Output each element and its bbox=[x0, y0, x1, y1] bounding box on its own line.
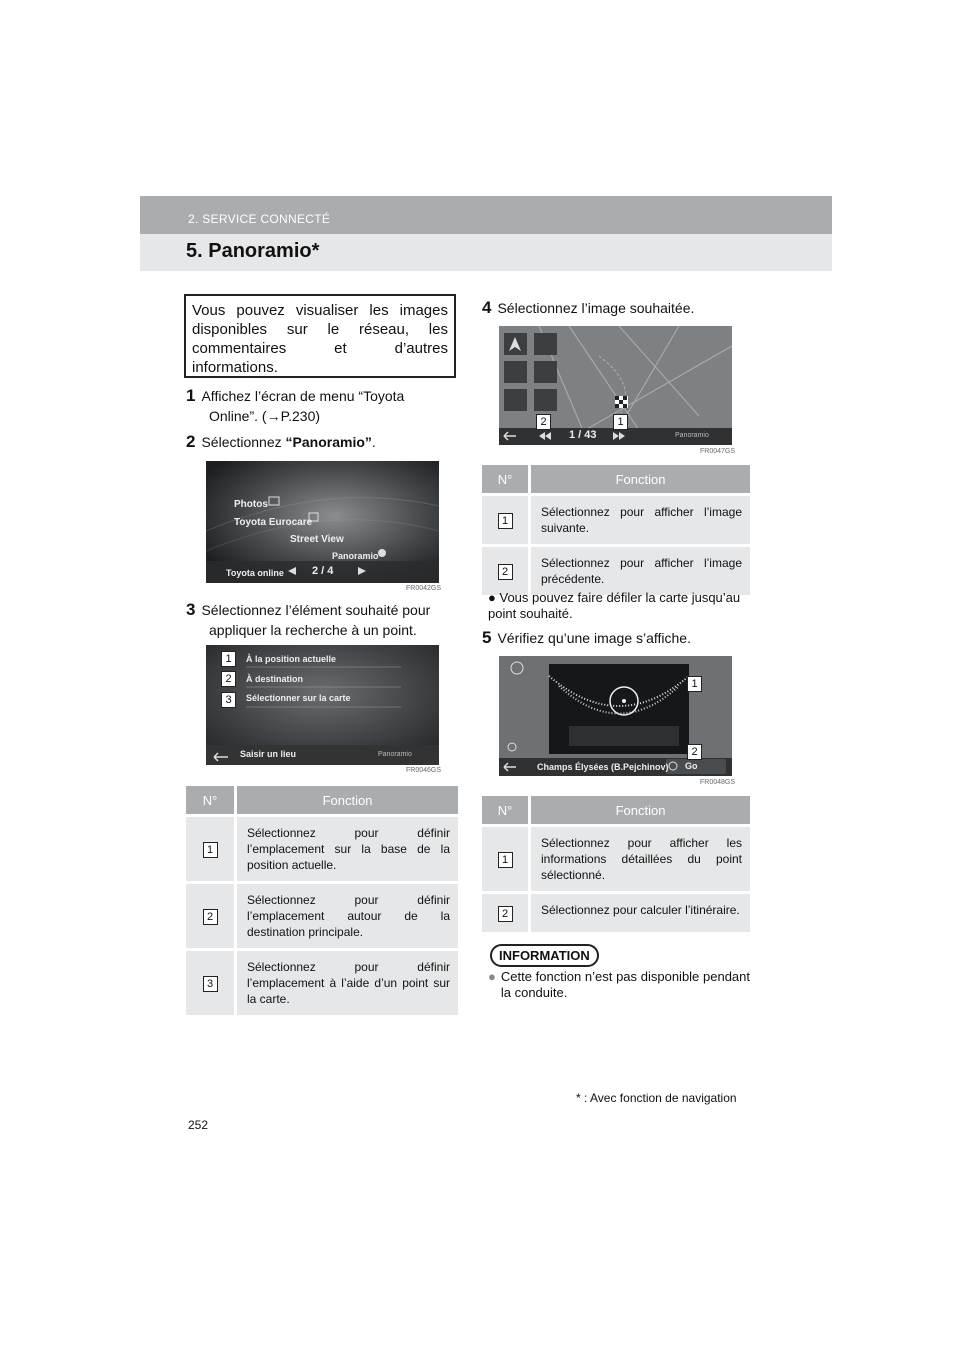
callout-2: 2 bbox=[536, 414, 551, 430]
step-4 bbox=[482, 298, 752, 318]
section-label: 2. SERVICE CONNECTÉ bbox=[188, 212, 331, 226]
row-text: Sélectionnez pour définir l’emplacement autour de la destination principale. bbox=[236, 883, 459, 950]
step-number: 4 bbox=[482, 298, 492, 317]
photo-screenshot bbox=[499, 656, 732, 776]
menu-footer-title: Toyota online bbox=[226, 568, 284, 578]
step-number: 1 bbox=[186, 386, 196, 405]
table-header-function: Fonction bbox=[236, 786, 459, 816]
row-text: Sélectionnez pour définir l’emplacement sur la base de la position actuelle. bbox=[236, 816, 459, 883]
row-number: 3 bbox=[203, 976, 218, 992]
menu-screenshot bbox=[206, 461, 439, 583]
step-text: Online”. (→P.230) bbox=[209, 408, 321, 424]
function-table-3 bbox=[482, 796, 750, 932]
photo-caption: Champs Élysées (B.Pejchinov) bbox=[537, 762, 669, 772]
row-number: 1 bbox=[498, 513, 513, 529]
table-header-number: N° bbox=[186, 786, 236, 816]
callout-2: 2 bbox=[221, 671, 236, 687]
table-row bbox=[482, 826, 750, 893]
page-number: 252 bbox=[188, 1118, 209, 1132]
map-image-counter: 1 / 43 bbox=[569, 429, 597, 441]
step-text: Affichez l’écran de menu “Toyota bbox=[201, 388, 405, 404]
table-header-number: N° bbox=[482, 465, 530, 495]
intro-box: Vous pouvez visualiser les images disponibles sur le réseau, les commentaires et d’autres informations. bbox=[184, 294, 456, 378]
step-text: Vérifiez qu’une image s’affiche. bbox=[497, 630, 691, 646]
search-option-destination[interactable]: À destination bbox=[246, 674, 304, 684]
table-row bbox=[482, 893, 750, 933]
go-button[interactable]: Go bbox=[685, 761, 698, 771]
menu-item-eurocare[interactable]: Toyota Eurocare bbox=[234, 517, 313, 528]
row-number: 2 bbox=[498, 906, 513, 922]
row-text: Sélectionnez pour afficher les informations détaillées du point sélectionné. bbox=[530, 826, 751, 893]
table-row bbox=[186, 950, 458, 1016]
bullet-icon: ● bbox=[488, 590, 496, 605]
row-text: Sélectionnez pour calculer l’itinéraire. bbox=[530, 893, 751, 933]
callout-1: 1 bbox=[613, 414, 628, 430]
menu-item-photos[interactable]: Photos bbox=[234, 499, 268, 510]
scroll-note-text: Vous pouvez faire défiler la carte jusqu’au point souhaité. bbox=[488, 590, 741, 621]
step-text: Sélectionnez l’image souhaitée. bbox=[497, 300, 695, 316]
figure-code: FR0048GS bbox=[700, 779, 736, 786]
information-bullet bbox=[488, 969, 750, 1001]
step-number: 2 bbox=[186, 432, 196, 451]
table-row bbox=[482, 495, 750, 546]
step-5 bbox=[482, 628, 752, 648]
bullet-icon: ● bbox=[488, 969, 496, 984]
step-1 bbox=[186, 386, 458, 426]
table-header-function: Fonction bbox=[530, 796, 751, 826]
menu-item-street-view[interactable]: Street View bbox=[290, 534, 344, 545]
function-table-1 bbox=[186, 786, 458, 1015]
figure-code: FR0046GS bbox=[406, 767, 442, 774]
table-row bbox=[482, 546, 750, 596]
row-text: Sélectionnez pour définir l’emplacement à l’aide d’un point sur la carte. bbox=[236, 950, 459, 1016]
step-number: 5 bbox=[482, 628, 492, 647]
row-text: Sélectionnez pour afficher l’image précédente. bbox=[530, 546, 751, 596]
function-table-2 bbox=[482, 465, 750, 595]
row-number: 1 bbox=[203, 842, 218, 858]
scroll-note bbox=[488, 590, 752, 622]
figure-code: FR0042GS bbox=[406, 585, 442, 592]
table-header-function: Fonction bbox=[530, 465, 751, 495]
table-header-number: N° bbox=[482, 796, 530, 826]
search-option-select-on-map[interactable]: Sélectionner sur la carte bbox=[246, 693, 351, 703]
search-brand: Panoramio bbox=[378, 751, 412, 758]
callout-1: 1 bbox=[687, 676, 702, 692]
step-text: . bbox=[371, 434, 376, 450]
figure-code: FR0047GS bbox=[700, 448, 736, 455]
step-text: Sélectionnez bbox=[201, 434, 286, 450]
step-number: 3 bbox=[186, 600, 196, 619]
table-row bbox=[186, 883, 458, 950]
search-option-current-position[interactable]: À la position actuelle bbox=[246, 654, 337, 664]
footnote: * : Avec fonction de navigation bbox=[576, 1091, 737, 1105]
row-number: 2 bbox=[203, 909, 218, 925]
table-row bbox=[186, 816, 458, 883]
menu-page-indicator: 2 / 4 bbox=[312, 565, 334, 577]
search-footer-title: Saisir un lieu bbox=[240, 749, 297, 759]
step-text: appliquer la recherche à un point. bbox=[209, 622, 417, 638]
step-text: Sélectionnez l’élément souhaité pour bbox=[201, 602, 431, 618]
map-brand: Panoramio bbox=[675, 432, 709, 439]
search-screenshot bbox=[206, 645, 439, 765]
information-label: INFORMATION bbox=[490, 944, 599, 967]
row-text: Sélectionnez pour afficher l’image suivante. bbox=[530, 495, 751, 546]
row-number: 2 bbox=[498, 564, 513, 580]
step-emphasis: “Panoramio” bbox=[285, 434, 372, 450]
callout-1: 1 bbox=[221, 651, 236, 667]
step-3 bbox=[186, 600, 460, 640]
callout-3: 3 bbox=[221, 692, 236, 708]
menu-item-panoramio[interactable]: Panoramio bbox=[332, 551, 379, 561]
page-title: 5. Panoramio* bbox=[186, 240, 320, 262]
step-2 bbox=[186, 432, 458, 452]
map-screenshot bbox=[499, 326, 732, 445]
row-number: 1 bbox=[498, 852, 513, 868]
callout-2: 2 bbox=[687, 744, 702, 760]
information-text: Cette fonction n’est pas disponible pendant la conduite. bbox=[500, 969, 750, 1000]
